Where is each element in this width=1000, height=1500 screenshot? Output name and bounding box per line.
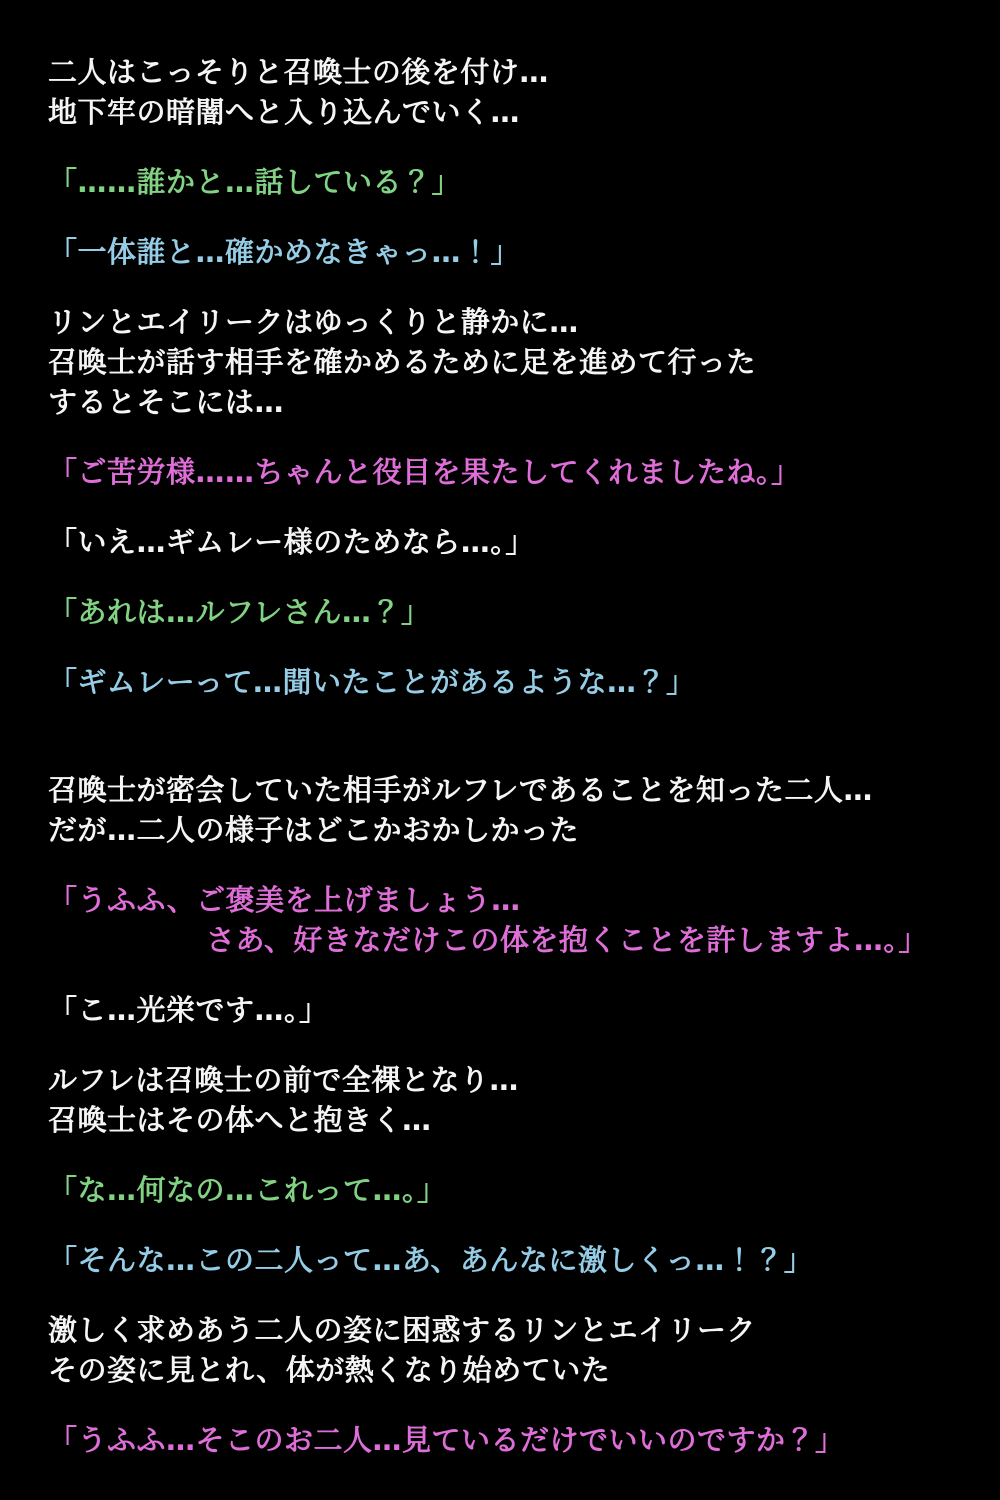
narration-block [48, 52, 960, 132]
text-line: 「こ…光栄です…。」 [48, 993, 329, 1027]
text-line: 召喚士が密会していた相手がルフレであることを知った二人… [48, 773, 873, 807]
dialogue-pink-block [48, 880, 960, 960]
text-line: 激しく求めあう二人の姿に困惑するリンとエイリーク [48, 1313, 757, 1347]
text-line: 二人はこっそりと召喚士の後を付け… [48, 55, 549, 89]
narration-block [48, 1310, 960, 1390]
dialogue-green-block [48, 162, 960, 202]
narration-block [48, 302, 960, 422]
dialogue-white-block [48, 990, 960, 1030]
text-line: 「……誰かと…話している？」 [48, 165, 462, 199]
dialogue-pink-block [48, 452, 960, 492]
text-line: 「あれは…ルフレさん…？」 [48, 595, 431, 629]
narration-block [48, 1060, 960, 1140]
text-line: 「いえ…ギムレー様のためなら…。」 [48, 525, 535, 559]
dialogue-cyan-block [48, 1240, 960, 1280]
text-line: さあ、好きなだけこの体を抱くことを許しますよ…。」 [206, 923, 928, 957]
text-line: 召喚士はその体へと抱きく… [48, 1103, 432, 1137]
dialogue-green-block [48, 1170, 960, 1210]
text-line: 「ギムレーって…聞いたことがあるような…？」 [48, 665, 696, 699]
text-line: 地下牢の暗闇へと入り込んでいく… [48, 95, 521, 129]
text-line: 「一体誰と…確かめなきゃっ…！」 [48, 235, 521, 269]
text-line: 召喚士が話す相手を確かめるために足を進めて行った [48, 345, 757, 379]
dialogue-pink-block [48, 1420, 960, 1460]
text-line: その姿に見とれ、体が熱くなり始めていた [48, 1353, 611, 1387]
text-line: 「そんな…この二人って…あ、あんなに激しくっ…！？」 [48, 1243, 814, 1277]
dialogue-cyan-block [48, 662, 960, 702]
text-line: 「うふふ、ご褒美を上げましょう… [48, 883, 521, 917]
text-line: リンとエイリークはゆっくりと静かに… [48, 305, 579, 339]
text-line: ルフレは召喚士の前で全裸となり… [48, 1063, 519, 1097]
dialogue-white-block [48, 522, 960, 562]
text-line: するとそこには… [48, 385, 285, 419]
text-line: 「ご苦労様……ちゃんと役目を果たしてくれましたね。」 [48, 455, 801, 489]
text-line: 「うふふ…そこのお二人…見ているだけでいいのですか？」 [48, 1423, 845, 1457]
dialogue-green-block [48, 592, 960, 632]
dialogue-cyan-block [48, 232, 960, 272]
narration-block [48, 770, 960, 850]
text-line: 「な…何なの…これって…。」 [48, 1173, 447, 1207]
text-line: だが…二人の様子はどこかおかしかった [48, 813, 580, 847]
